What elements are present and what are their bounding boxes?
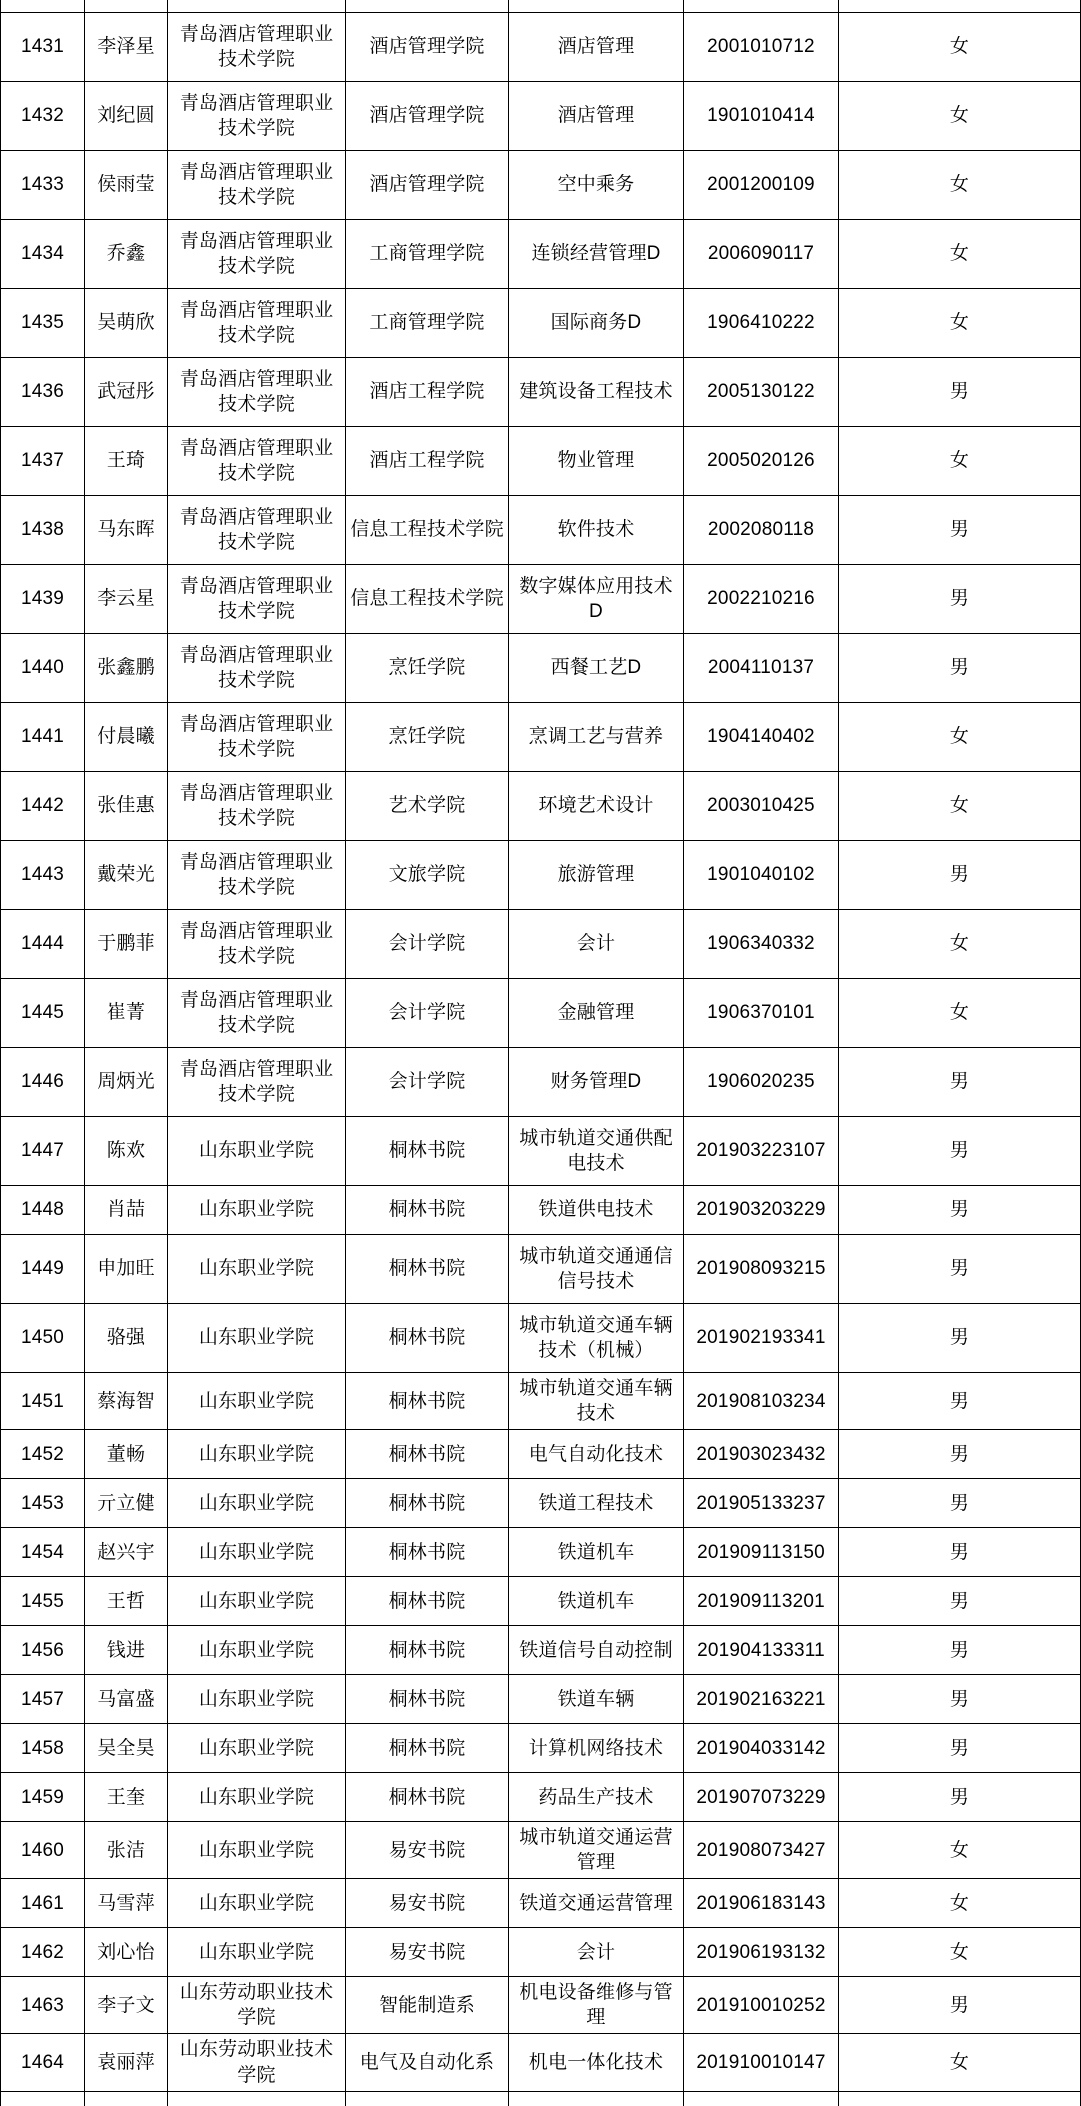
cell-name: 侯雨莹	[85, 151, 168, 220]
cell-major: 计算机网络技术	[509, 1724, 684, 1773]
cell-dept: 桐林书院	[346, 1626, 509, 1675]
cell-major: 环境艺术设计	[509, 772, 684, 841]
cell-dept: 桐林书院	[346, 1304, 509, 1373]
cell-sid: 201902193341	[684, 1304, 839, 1373]
cell-dept: 桐林书院	[346, 1675, 509, 1724]
cell-school: 山东职业学院	[168, 1577, 346, 1626]
table-row	[1, 1235, 1081, 1304]
cell-name: 乔鑫	[85, 220, 168, 289]
cell-school: 青岛酒店管理职业技术学院	[168, 358, 346, 427]
cell-seq: 1449	[1, 1235, 85, 1304]
cell-gender: 女	[839, 289, 1081, 358]
cell-gender: 男	[839, 1773, 1081, 1822]
cell-seq: 1464	[1, 2034, 85, 2091]
cell-major: 烹调工艺与营养	[509, 703, 684, 772]
table-row	[1, 979, 1081, 1048]
cell-gender: 男	[839, 496, 1081, 565]
cell-name: 赵兴宇	[85, 1528, 168, 1577]
cell-major: 铁道机车	[509, 1528, 684, 1577]
clipped-cell	[346, 0, 509, 13]
cell-name: 崔菁	[85, 979, 168, 1048]
table-row	[1, 841, 1081, 910]
table-row	[1, 151, 1081, 220]
cell-major: 城市轨道交通车辆技术（机械）	[509, 1304, 684, 1373]
table-row	[1, 427, 1081, 496]
cell-sid: 1904140402	[684, 703, 839, 772]
cell-gender: 女	[839, 910, 1081, 979]
cell-name: 马东晖	[85, 496, 168, 565]
cell-gender: 男	[839, 1048, 1081, 1117]
cell-seq: 1440	[1, 634, 85, 703]
cell-major: 旅游管理	[509, 841, 684, 910]
cell-seq: 1435	[1, 289, 85, 358]
cell-school: 山东职业学院	[168, 1304, 346, 1373]
cell-name: 蔡海智	[85, 1373, 168, 1430]
cell-dept: 文旅学院	[346, 841, 509, 910]
cell-dept: 酒店管理学院	[346, 13, 509, 82]
cell-name: 肖喆	[85, 1186, 168, 1235]
cell-gender: 男	[839, 634, 1081, 703]
cell-major: 会计	[509, 1928, 684, 1977]
cell-name: 马富盛	[85, 1675, 168, 1724]
cell-sid: 1901010414	[684, 82, 839, 151]
cell-major: 金融管理	[509, 979, 684, 1048]
cell-gender: 女	[839, 427, 1081, 496]
cell-major: 会计	[509, 910, 684, 979]
cell-seq: 1454	[1, 1528, 85, 1577]
cell-school: 山东职业学院	[168, 1186, 346, 1235]
cell-name: 付晨曦	[85, 703, 168, 772]
cell-major: 铁道供电技术	[509, 1186, 684, 1235]
cell-name: 李云星	[85, 565, 168, 634]
cell-name: 吴萌欣	[85, 289, 168, 358]
cell-dept: 智能制造系	[346, 1977, 509, 2034]
cell-dept: 桐林书院	[346, 1235, 509, 1304]
cell-sid: 1906370101	[684, 979, 839, 1048]
cell-seq: 1463	[1, 1977, 85, 2034]
cell-dept: 易安书院	[346, 1928, 509, 1977]
cell-sid: 2002210216	[684, 565, 839, 634]
cell-major: 国际商务D	[509, 289, 684, 358]
cell-gender: 女	[839, 82, 1081, 151]
clipped-cell	[85, 0, 168, 13]
table-row	[1, 1822, 1081, 1879]
cell-seq: 1437	[1, 427, 85, 496]
cell-name: 张佳惠	[85, 772, 168, 841]
table-row	[1, 634, 1081, 703]
table-row	[1, 565, 1081, 634]
cell-sid: 2003010425	[684, 772, 839, 841]
cell-gender: 男	[839, 1675, 1081, 1724]
cell-major: 铁道车辆	[509, 1675, 684, 1724]
clipped-cell	[839, 0, 1081, 13]
clipped-cell	[839, 2091, 1081, 2106]
cell-seq: 1432	[1, 82, 85, 151]
cell-gender: 男	[839, 1186, 1081, 1235]
cell-school: 青岛酒店管理职业技术学院	[168, 220, 346, 289]
cell-school: 山东职业学院	[168, 1822, 346, 1879]
cell-major: 铁道交通运营管理	[509, 1879, 684, 1928]
cell-seq: 1444	[1, 910, 85, 979]
table-row	[1, 1048, 1081, 1117]
cell-sid: 201908093215	[684, 1235, 839, 1304]
cell-sid: 201909113201	[684, 1577, 839, 1626]
table-row	[1, 1430, 1081, 1479]
cell-school: 山东职业学院	[168, 1879, 346, 1928]
cell-gender: 男	[839, 1117, 1081, 1186]
table-row	[1, 1117, 1081, 1186]
cell-school: 山东职业学院	[168, 1373, 346, 1430]
cell-seq: 1458	[1, 1724, 85, 1773]
cell-dept: 酒店管理学院	[346, 151, 509, 220]
cell-name: 戴荣光	[85, 841, 168, 910]
cell-school: 山东职业学院	[168, 1675, 346, 1724]
table-row	[1, 1928, 1081, 1977]
cell-sid: 2005020126	[684, 427, 839, 496]
cell-seq: 1442	[1, 772, 85, 841]
cell-gender: 男	[839, 1724, 1081, 1773]
cell-seq: 1436	[1, 358, 85, 427]
cell-sid: 201903223107	[684, 1117, 839, 1186]
cell-major: 电气自动化技术	[509, 1430, 684, 1479]
cell-dept: 酒店工程学院	[346, 358, 509, 427]
cell-gender: 女	[839, 772, 1081, 841]
cell-gender: 男	[839, 1235, 1081, 1304]
cell-name: 张洁	[85, 1822, 168, 1879]
cell-gender: 男	[839, 1479, 1081, 1528]
cell-gender: 男	[839, 1304, 1081, 1373]
cell-sid: 201909113150	[684, 1528, 839, 1577]
cell-dept: 桐林书院	[346, 1430, 509, 1479]
cell-major: 建筑设备工程技术	[509, 358, 684, 427]
cell-name: 申加旺	[85, 1235, 168, 1304]
clipped-cell	[509, 0, 684, 13]
table-row	[1, 82, 1081, 151]
table-row	[1, 1528, 1081, 1577]
table-row	[1, 289, 1081, 358]
cell-major: 铁道工程技术	[509, 1479, 684, 1528]
table-row	[1, 1879, 1081, 1928]
cell-seq: 1439	[1, 565, 85, 634]
cell-sid: 201902163221	[684, 1675, 839, 1724]
cell-school: 山东职业学院	[168, 1117, 346, 1186]
cell-name: 刘心怡	[85, 1928, 168, 1977]
cell-school: 山东职业学院	[168, 1773, 346, 1822]
cell-school: 山东劳动职业技术学院	[168, 2034, 346, 2091]
cell-school: 青岛酒店管理职业技术学院	[168, 151, 346, 220]
cell-name: 亓立健	[85, 1479, 168, 1528]
cell-sid: 201910010147	[684, 2034, 839, 2091]
cell-gender: 男	[839, 1528, 1081, 1577]
cell-school: 青岛酒店管理职业技术学院	[168, 703, 346, 772]
table-row	[1, 1773, 1081, 1822]
cell-sid: 1906340332	[684, 910, 839, 979]
cell-seq: 1459	[1, 1773, 85, 1822]
cell-dept: 桐林书院	[346, 1577, 509, 1626]
cell-gender: 女	[839, 979, 1081, 1048]
cell-sid: 201904133311	[684, 1626, 839, 1675]
cell-sid: 2004110137	[684, 634, 839, 703]
cell-major: 铁道信号自动控制	[509, 1626, 684, 1675]
table-row	[1, 1724, 1081, 1773]
cell-dept: 工商管理学院	[346, 220, 509, 289]
cell-name: 骆强	[85, 1304, 168, 1373]
cell-gender: 女	[839, 2034, 1081, 2091]
cell-seq: 1453	[1, 1479, 85, 1528]
clipped-cell	[1, 0, 85, 13]
clipped-cell	[346, 2091, 509, 2106]
cell-dept: 桐林书院	[346, 1773, 509, 1822]
cell-sid: 201903203229	[684, 1186, 839, 1235]
cell-gender: 女	[839, 1928, 1081, 1977]
cell-name: 王奎	[85, 1773, 168, 1822]
cell-school: 山东职业学院	[168, 1724, 346, 1773]
table-row	[1, 1479, 1081, 1528]
cell-gender: 男	[839, 1430, 1081, 1479]
cell-major: 软件技术	[509, 496, 684, 565]
cell-gender: 女	[839, 703, 1081, 772]
cell-school: 青岛酒店管理职业技术学院	[168, 634, 346, 703]
cell-name: 袁丽萍	[85, 2034, 168, 2091]
cell-major: 机电设备维修与管理	[509, 1977, 684, 2034]
cell-gender: 男	[839, 1373, 1081, 1430]
cell-dept: 易安书院	[346, 1879, 509, 1928]
cell-dept: 会计学院	[346, 979, 509, 1048]
cell-seq: 1431	[1, 13, 85, 82]
cell-seq: 1462	[1, 1928, 85, 1977]
cell-dept: 信息工程技术学院	[346, 496, 509, 565]
table-row	[1, 2034, 1081, 2091]
cell-seq: 1447	[1, 1117, 85, 1186]
table-row	[1, 1977, 1081, 2034]
cell-major: 城市轨道交通供配电技术	[509, 1117, 684, 1186]
cell-dept: 桐林书院	[346, 1528, 509, 1577]
table-row	[1, 772, 1081, 841]
clipped-bottom-row	[1, 2091, 1081, 2106]
cell-sid: 201903023432	[684, 1430, 839, 1479]
cell-major: 机电一体化技术	[509, 2034, 684, 2091]
table-row	[1, 1186, 1081, 1235]
cell-school: 山东职业学院	[168, 1626, 346, 1675]
cell-name: 李子文	[85, 1977, 168, 2034]
cell-school: 山东职业学院	[168, 1235, 346, 1304]
table-row	[1, 496, 1081, 565]
cell-name: 王琦	[85, 427, 168, 496]
cell-school: 青岛酒店管理职业技术学院	[168, 841, 346, 910]
cell-major: 物业管理	[509, 427, 684, 496]
cell-name: 于鹏菲	[85, 910, 168, 979]
cell-name: 董畅	[85, 1430, 168, 1479]
table-row	[1, 1675, 1081, 1724]
cell-gender: 男	[839, 358, 1081, 427]
table-row	[1, 13, 1081, 82]
clipped-cell	[684, 0, 839, 13]
cell-dept: 烹饪学院	[346, 634, 509, 703]
cell-seq: 1461	[1, 1879, 85, 1928]
cell-seq: 1451	[1, 1373, 85, 1430]
cell-sid: 1906410222	[684, 289, 839, 358]
cell-major: 连锁经营管理D	[509, 220, 684, 289]
table-row	[1, 1577, 1081, 1626]
roster-table-body	[1, 0, 1081, 2106]
cell-name: 吴全昊	[85, 1724, 168, 1773]
cell-sid: 201908103234	[684, 1373, 839, 1430]
cell-gender: 女	[839, 1822, 1081, 1879]
cell-gender: 男	[839, 565, 1081, 634]
cell-major: 酒店管理	[509, 13, 684, 82]
cell-gender: 女	[839, 1879, 1081, 1928]
cell-name: 陈欢	[85, 1117, 168, 1186]
cell-name: 王哲	[85, 1577, 168, 1626]
cell-seq: 1452	[1, 1430, 85, 1479]
cell-major: 空中乘务	[509, 151, 684, 220]
table-row	[1, 220, 1081, 289]
cell-school: 青岛酒店管理职业技术学院	[168, 427, 346, 496]
cell-dept: 桐林书院	[346, 1479, 509, 1528]
cell-seq: 1441	[1, 703, 85, 772]
cell-major: 铁道机车	[509, 1577, 684, 1626]
cell-school: 青岛酒店管理职业技术学院	[168, 496, 346, 565]
cell-dept: 桐林书院	[346, 1186, 509, 1235]
cell-major: 财务管理D	[509, 1048, 684, 1117]
cell-sid: 2005130122	[684, 358, 839, 427]
cell-major: 酒店管理	[509, 82, 684, 151]
cell-gender: 女	[839, 151, 1081, 220]
cell-seq: 1448	[1, 1186, 85, 1235]
cell-dept: 酒店管理学院	[346, 82, 509, 151]
cell-gender: 男	[839, 1577, 1081, 1626]
cell-seq: 1443	[1, 841, 85, 910]
cell-name: 武冠彤	[85, 358, 168, 427]
cell-school: 青岛酒店管理职业技术学院	[168, 289, 346, 358]
cell-name: 钱进	[85, 1626, 168, 1675]
cell-sid: 201910010252	[684, 1977, 839, 2034]
cell-dept: 桐林书院	[346, 1373, 509, 1430]
cell-gender: 男	[839, 1977, 1081, 2034]
cell-dept: 信息工程技术学院	[346, 565, 509, 634]
cell-gender: 女	[839, 220, 1081, 289]
cell-school: 青岛酒店管理职业技术学院	[168, 910, 346, 979]
cell-dept: 工商管理学院	[346, 289, 509, 358]
cell-school: 山东职业学院	[168, 1528, 346, 1577]
table-row	[1, 703, 1081, 772]
table-row	[1, 1373, 1081, 1430]
cell-dept: 电气及自动化系	[346, 2034, 509, 2091]
cell-seq: 1457	[1, 1675, 85, 1724]
table-row	[1, 1626, 1081, 1675]
cell-school: 山东职业学院	[168, 1928, 346, 1977]
cell-major: 城市轨道交通通信信号技术	[509, 1235, 684, 1304]
cell-school: 青岛酒店管理职业技术学院	[168, 82, 346, 151]
cell-sid: 2001200109	[684, 151, 839, 220]
cell-sid: 2001010712	[684, 13, 839, 82]
cell-seq: 1445	[1, 979, 85, 1048]
cell-sid: 201904033142	[684, 1724, 839, 1773]
cell-gender: 女	[839, 13, 1081, 82]
cell-school: 山东职业学院	[168, 1479, 346, 1528]
cell-seq: 1456	[1, 1626, 85, 1675]
cell-sid: 201908073427	[684, 1822, 839, 1879]
cell-seq: 1450	[1, 1304, 85, 1373]
cell-name: 张鑫鹏	[85, 634, 168, 703]
clipped-cell	[684, 2091, 839, 2106]
cell-sid: 201906183143	[684, 1879, 839, 1928]
cell-seq: 1434	[1, 220, 85, 289]
cell-sid: 1906020235	[684, 1048, 839, 1117]
cell-major: 数字媒体应用技术D	[509, 565, 684, 634]
cell-major: 西餐工艺D	[509, 634, 684, 703]
cell-sid: 201907073229	[684, 1773, 839, 1822]
clipped-top-row	[1, 0, 1081, 13]
cell-school: 青岛酒店管理职业技术学院	[168, 565, 346, 634]
cell-dept: 烹饪学院	[346, 703, 509, 772]
cell-school: 山东劳动职业技术学院	[168, 1977, 346, 2034]
cell-major: 药品生产技术	[509, 1773, 684, 1822]
cell-dept: 会计学院	[346, 1048, 509, 1117]
cell-seq: 1446	[1, 1048, 85, 1117]
cell-school: 青岛酒店管理职业技术学院	[168, 13, 346, 82]
clipped-cell	[168, 0, 346, 13]
cell-school: 青岛酒店管理职业技术学院	[168, 772, 346, 841]
cell-sid: 2006090117	[684, 220, 839, 289]
cell-school: 山东职业学院	[168, 1430, 346, 1479]
cell-school: 青岛酒店管理职业技术学院	[168, 979, 346, 1048]
cell-dept: 艺术学院	[346, 772, 509, 841]
cell-name: 马雪萍	[85, 1879, 168, 1928]
cell-name: 刘纪圆	[85, 82, 168, 151]
cell-sid: 1901040102	[684, 841, 839, 910]
cell-sid: 201906193132	[684, 1928, 839, 1977]
cell-name: 李泽星	[85, 13, 168, 82]
cell-major: 城市轨道交通车辆技术	[509, 1373, 684, 1430]
cell-major: 城市轨道交通运营管理	[509, 1822, 684, 1879]
cell-gender: 男	[839, 841, 1081, 910]
cell-school: 青岛酒店管理职业技术学院	[168, 1048, 346, 1117]
cell-dept: 易安书院	[346, 1822, 509, 1879]
clipped-cell	[168, 2091, 346, 2106]
cell-dept: 会计学院	[346, 910, 509, 979]
cell-seq: 1433	[1, 151, 85, 220]
cell-sid: 2002080118	[684, 496, 839, 565]
cell-gender: 男	[839, 1626, 1081, 1675]
table-row	[1, 1304, 1081, 1373]
table-row	[1, 358, 1081, 427]
cell-name: 周炳光	[85, 1048, 168, 1117]
cell-sid: 201905133237	[684, 1479, 839, 1528]
clipped-cell	[509, 2091, 684, 2106]
clipped-cell	[85, 2091, 168, 2106]
cell-seq: 1438	[1, 496, 85, 565]
cell-dept: 桐林书院	[346, 1117, 509, 1186]
cell-dept: 桐林书院	[346, 1724, 509, 1773]
cell-seq: 1460	[1, 1822, 85, 1879]
clipped-cell	[1, 2091, 85, 2106]
cell-dept: 酒店工程学院	[346, 427, 509, 496]
cell-seq: 1455	[1, 1577, 85, 1626]
table-row	[1, 910, 1081, 979]
